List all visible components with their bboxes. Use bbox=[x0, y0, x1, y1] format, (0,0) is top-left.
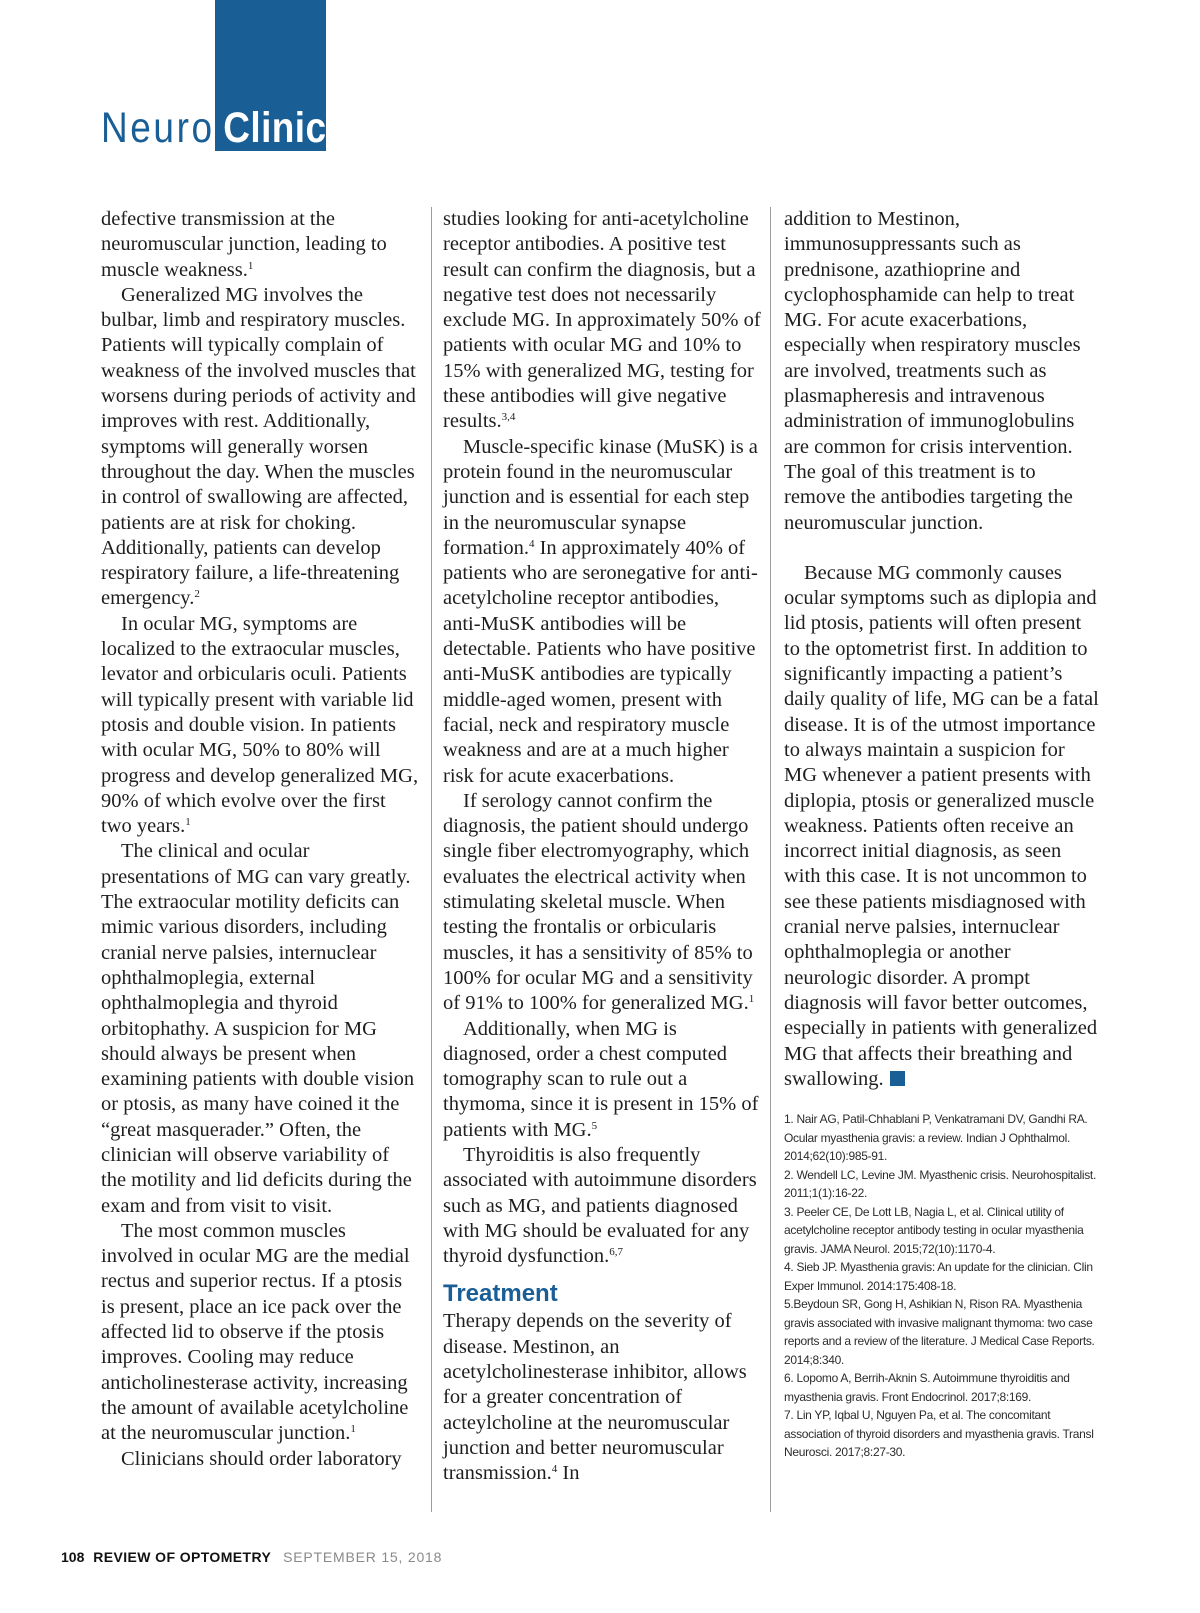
paragraph: Thyroiditis is also frequently associated with autoimmune disorders such as MG, and patients diagnosed with MG should be evaluated for any thyroid dysfunction.$^{6,7}$ bbox=[443, 1143, 757, 1268]
paragraph: Muscle-specific kinase (MuSK) is a protein found in the neuromuscular junction and is essential for each step in the neuromuscular synapse formation.$^4$ In approximately 40% of patients who are seronegative for anti-acetylcholine receptor antibodies, anti-MuSK antibodies will be detectable. Patients who have positive anti-MuSK antibodies are typically middle-aged women, present with facial, neck and respiratory muscle weakness and are at a much higher risk for acute exacerbations. bbox=[443, 435, 758, 787]
paragraph: defective transmission at the neuromuscular junction, leading to muscle weakness.$^1$ bbox=[101, 208, 387, 281]
publication-name: REVIEW OF OPTOMETRY bbox=[93, 1549, 272, 1565]
issue-date: SEPTEMBER 15, 2018 bbox=[283, 1549, 443, 1565]
paragraph: The clinical and ocular presentations of MG can vary greatly. The extraocular motility deficits can mimic various disorders, including cranial nerve palsies, internuclear ophthalmoplegia, external ophthalmoplegia and thyroid orbitophathy. A suspicion for MG should always be present when examining patients with double vision or ptosis, as many have coined it the “great masquerader.” Often, the clinician will observe variability of the motility and lid deficits during the exam and from visit to visit. bbox=[101, 840, 415, 1217]
reference-item: 6. Lopomo A, Berrih-Aknin S. Autoimmune thyroiditis and myasthenia gravis. Front Endocrinol. 2017;8:169. bbox=[784, 1371, 1070, 1404]
article-column-3 bbox=[784, 207, 1102, 1462]
page-number: 108 bbox=[61, 1549, 85, 1565]
reference-item: 4. Sieb JP. Myasthenia gravis: An update for the clinician. Clin Exper Immunol. 2014:175:408-18. bbox=[784, 1260, 1093, 1293]
reference-item: 3. Peeler CE, De Lott LB, Nagia L, et al. Clinical utility of acetylcholine receptor antibody testing in ocular myasthenia gravis. JAMA Neurol. 2015;72(10):1170-4. bbox=[784, 1204, 1084, 1256]
paragraph: Generalized MG involves the bulbar, limb and respiratory muscles. Patients will typically complain of weakness of the involved muscles that worsens during periods of activity and improves with rest. Additionally, symptoms will generally worsen throughout the day. When the muscles in control of swallowing are affected, patients are at risk for choking. Additionally, patients can develop respiratory failure, a life-threatening emergency.$^2$ bbox=[101, 283, 416, 610]
article-column-1 bbox=[101, 207, 419, 1472]
paragraph: Because MG commonly causes ocular symptoms such as diplopia and lid ptosis, patients will often present to the optometrist first. In addition to significantly impacting a patient’s daily quality of life, MG can be a fatal disease. It is of the utmost importance to always maintain a suspicion for MG whenever a patient presents with diplopia, ptosis or generalized muscle weakness. Patients often receive an incorrect initial diagnosis, as seen with this case. It is not uncommon to see these patients misdiagnosed with cranial nerve palsies, internuclear ophthalmoplegia or another neurologic disorder. A prompt diagnosis will favor better outcomes, especially in patients with generalized MG that affects their breathing and swallowing. bbox=[784, 561, 1099, 1090]
reference-item: 1. Nair AG, Patil-Chhablani P, Venkatramani DV, Gandhi RA. Ocular myasthenia gravis: a review. Indian J Ophthalmol. 2014;62(10):985-91. bbox=[784, 1112, 1088, 1164]
page-footer bbox=[61, 1549, 442, 1565]
reference-item: 2. Wendell LC, Levine JM. Myasthenic crisis. Neurohospitalist. 2011;1(1):16-22. bbox=[784, 1167, 1096, 1201]
paragraph: Additionally, when MG is diagnosed, order a chest computed tomography scan to rule out a thymoma, since it is present in 15% of patients with MG.$^5$ bbox=[443, 1017, 759, 1141]
section-title-bold: Clinic bbox=[223, 104, 327, 152]
citation: 1 bbox=[350, 1423, 356, 1436]
citation: 5 bbox=[591, 1119, 598, 1132]
column-divider bbox=[431, 207, 432, 1512]
citation: 3,4 bbox=[501, 411, 516, 424]
references-list bbox=[784, 1110, 1102, 1462]
treatment-subheading: Treatment bbox=[443, 1280, 558, 1308]
paragraph: addition to Mestinon, immunosuppressants such as prednisone, azathioprine and cyclophosphamide can help to treat MG. For acute exacerbations, especially when respiratory muscles are involved, treatments such as plasmapheresis and intravenous administration of immunoglobulins are common for crisis intervention. The goal of this treatment is to remove the antibodies targeting the neuromuscular junction. bbox=[784, 208, 1081, 534]
citation: 4 bbox=[551, 1463, 558, 1476]
paragraph: In ocular MG, symptoms are localized to the extraocular muscles, levator and orbicularis oculi. Patients will typically present with variable lid ptosis and double vision. In patients with ocular MG, 50% to 80% will progress and develop generalized MG, 90% of which evolve over the first two years.$^1$ bbox=[101, 612, 419, 838]
paragraph: studies looking for anti-acetylcholine receptor antibodies. A positive test result can confirm the diagnosis, but a negative test does not necessarily exclude MG. In approximately 50% of patients with ocular MG and 10% to 15% with generalized MG, testing for these antibodies will give negative results.$^{3,4}$ bbox=[443, 208, 761, 433]
column-divider bbox=[770, 207, 771, 1512]
reference-item: 7. Lin YP, Iqbal U, Nguyen Pa, et al. The concomitant association of thyroid disorders and myasthenia gravis. Transl Neurosci. 2017;8:27-30. bbox=[784, 1408, 1094, 1460]
paragraph: If serology cannot confirm the diagnosis, the patient should undergo single fiber electromyography, which evaluates the electrical activity when stimulating skeletal muscle. When testing the frontalis or orbicularis muscles, it has a sensitivity of 85% to 100% for ocular MG and a sensitivity of 91% to 100% for generalized MG.$^1$ bbox=[443, 789, 755, 1015]
paragraph: Therapy depends on the severity of disease. Mestinon, an acetylcholinesterase inhibitor, allows for a greater concentration of acteylcholine at the neuromuscular junction and better neuromuscular transmission.$^4$ In bbox=[443, 1310, 747, 1485]
section-title bbox=[101, 104, 326, 152]
citation: 2 bbox=[194, 588, 200, 601]
citation: 1 bbox=[748, 993, 755, 1006]
citation: 6,7 bbox=[609, 1246, 624, 1259]
article-column-2 bbox=[443, 207, 761, 1487]
citation: 1 bbox=[247, 259, 254, 272]
paragraph: Clinicians should order laboratory bbox=[121, 1447, 402, 1470]
citation: 4 bbox=[528, 537, 535, 550]
section-title-light: Neuro bbox=[101, 104, 215, 152]
reference-item: 5.Beydoun SR, Gong H, Ashikian N, Rison RA. Myasthenia gravis associated with invasive malignant thymoma: two case reports and a review of the literature. J Medical Case Reports. 2014;8:340. bbox=[784, 1297, 1095, 1367]
paragraph: The most common muscles involved in ocular MG are the medial rectus and superior rectus. If a ptosis is present, place an ice pack over the affected lid to observe if the ptosis improves. Cooling may reduce anticholinesterase activity, increasing the amount of available acetylcholine at the neuromuscular junction.$^1$ bbox=[101, 1219, 410, 1445]
citation: 1 bbox=[185, 816, 191, 829]
end-of-article-square-icon bbox=[890, 1071, 905, 1086]
